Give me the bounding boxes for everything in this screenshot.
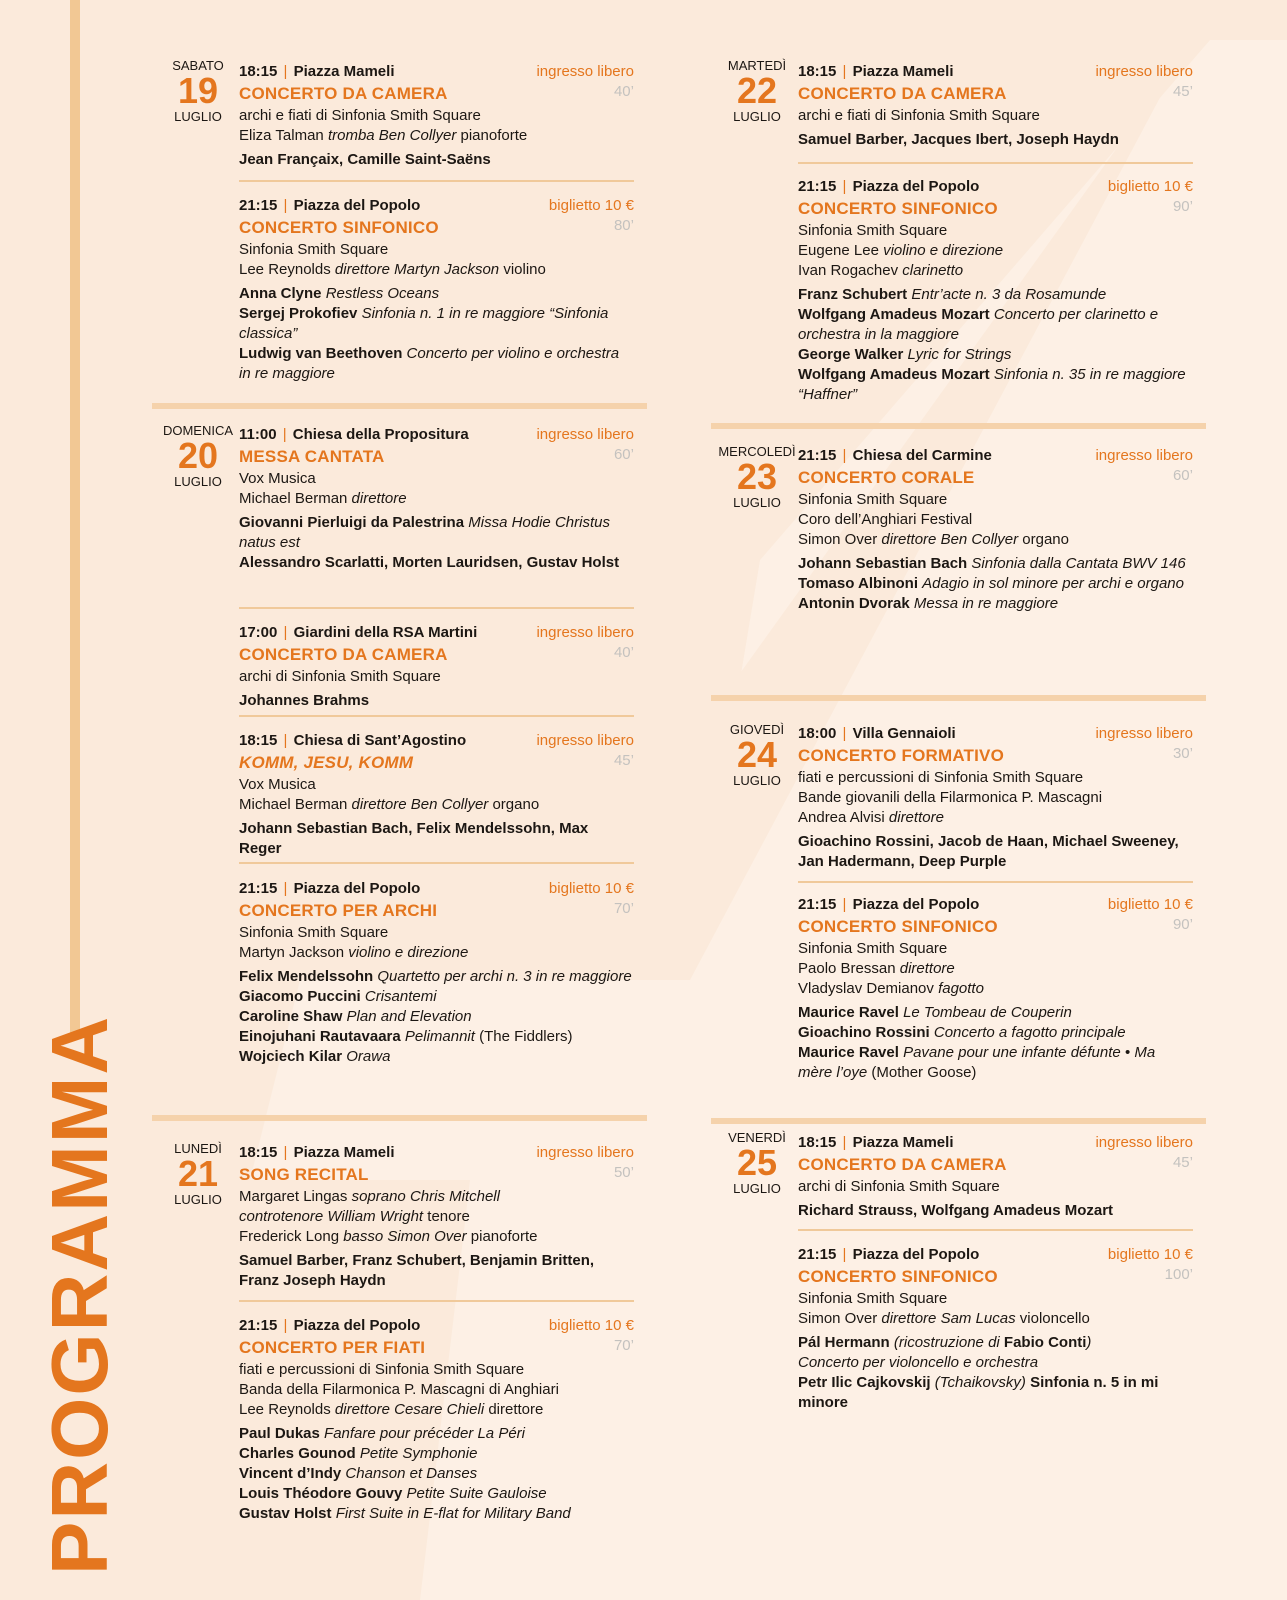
event-title: CONCERTO SINFONICO — [798, 1267, 998, 1286]
event-time: 21:15 — [239, 880, 278, 897]
event-duration: 30’ — [1172, 745, 1193, 762]
separator: | — [279, 732, 292, 749]
performer-line: Paolo Bressan direttore — [798, 960, 955, 977]
program-item: Johannes Brahms — [239, 692, 370, 709]
event-duration: 90’ — [1172, 916, 1193, 933]
separator: | — [279, 1144, 292, 1161]
program-item: Concerto per violoncello e orchestra — [798, 1354, 1039, 1371]
price-label: biglietto 10 € — [548, 880, 634, 897]
price-label: ingresso libero — [536, 426, 634, 443]
program-list — [798, 1201, 1193, 1221]
program-item: Samuel Barber, Jacques Ibert, Joseph Haydn — [798, 131, 1119, 148]
day-number: 22 — [736, 70, 778, 111]
program-item: Richard Strauss, Wolfgang Amadeus Mozart — [798, 1202, 1114, 1219]
program-item: Vincent d’Indy Chanson et Danses — [239, 1465, 478, 1482]
performer-line: Vladyslav Demianov fagotto — [798, 980, 984, 997]
event-venue: Chiesa del Carmine — [852, 447, 992, 464]
event-title: CONCERTO SINFONICO — [798, 199, 998, 218]
event-block — [239, 1316, 634, 1524]
price-label: ingresso libero — [1095, 725, 1193, 742]
decorative-vertical-bar — [70, 0, 80, 1035]
performer-line: Sinfonia Smith Square — [239, 924, 389, 941]
program-item: Gioachino Rossini Concerto a fagotto principale — [798, 1024, 1126, 1041]
month-label: LUGLIO — [733, 773, 781, 788]
event-time: 17:00 — [239, 624, 278, 641]
event-title: CONCERTO SINFONICO — [798, 917, 998, 936]
price-label: ingresso libero — [536, 624, 634, 641]
performer-line: Lee Reynolds direttore Martyn Jackson violino — [239, 261, 546, 278]
event-divider — [239, 1300, 634, 1302]
event-price — [549, 1316, 634, 1356]
event-block — [798, 62, 1193, 150]
price-label: ingresso libero — [536, 1144, 634, 1161]
separator: | — [838, 63, 851, 80]
event-time: 18:15 — [798, 63, 837, 80]
date-block — [157, 58, 239, 124]
event-price — [536, 425, 634, 465]
program-item: Antonin Dvorak Messa in re maggiore — [798, 595, 1059, 612]
event-time: 18:15 — [239, 732, 278, 749]
program-list — [239, 1424, 634, 1524]
event-block — [798, 446, 1193, 614]
program-list — [798, 554, 1193, 614]
program-item: Tomaso Albinoni Adagio in sol minore per archi e organo — [798, 575, 1184, 592]
performers — [239, 106, 634, 146]
performer-line: fiati e percussioni di Sinfonia Smith Square — [798, 769, 1084, 786]
event-price — [549, 879, 634, 919]
event-duration: 90’ — [1172, 198, 1193, 215]
separator: | — [279, 880, 292, 897]
event-duration: 45’ — [613, 752, 634, 769]
program-list — [798, 1003, 1193, 1083]
event-price — [536, 62, 634, 102]
day-number: 20 — [177, 435, 219, 476]
event-divider — [798, 1229, 1193, 1231]
performer-line: Michael Berman direttore Ben Collyer organo — [239, 796, 540, 813]
month-label: LUGLIO — [733, 109, 781, 124]
performer-line: Martyn Jackson violino e direzione — [239, 944, 469, 961]
date-block — [716, 58, 798, 124]
program-item: Ludwig van Beethoven Concerto per violino e orchestra in re maggiore — [239, 345, 620, 382]
program-item: Gustav Holst First Suite in E-flat for Military Band — [239, 1505, 571, 1522]
performer-line: archi di Sinfonia Smith Square — [239, 668, 441, 685]
weekday-label: MERCOLEDÌ — [718, 444, 796, 459]
event-venue: Piazza del Popolo — [852, 178, 980, 195]
day-number: 19 — [177, 70, 219, 111]
program-item: Alessandro Scarlatti, Morten Lauridsen, Gustav Holst — [239, 554, 620, 571]
day-number: 21 — [177, 1153, 219, 1194]
event-title: CONCERTO PER ARCHI — [239, 901, 438, 920]
program-item: Wolfgang Amadeus Mozart Sinfonia n. 35 in re maggiore “Haffner” — [798, 366, 1186, 403]
program-item: Anna Clyne Restless Oceans — [239, 285, 440, 302]
performer-line: archi e fiati di Sinfonia Smith Square — [798, 107, 1040, 124]
program-item: Paul Dukas Fanfare pour précéder La Péri — [239, 1425, 525, 1442]
program-list — [239, 284, 634, 384]
program-item: Jean Françaix, Camille Saint-Saëns — [239, 151, 491, 168]
performers — [239, 240, 634, 280]
performer-line: Sinfonia Smith Square — [798, 222, 948, 239]
event-block — [239, 623, 634, 711]
event-divider — [798, 162, 1193, 164]
event-duration: 40’ — [613, 644, 634, 661]
program-list — [798, 130, 1193, 150]
performer-line: Eugene Lee violino e direzione — [798, 242, 1004, 259]
section-divider — [711, 423, 1206, 429]
performer-line: Sinfonia Smith Square — [798, 1290, 948, 1307]
event-price — [1095, 446, 1193, 486]
event-time: 18:15 — [239, 1144, 278, 1161]
event-title: CONCERTO DA CAMERA — [798, 1155, 1007, 1174]
event-price — [1108, 177, 1193, 217]
program-item: Maurice Ravel Pavane pour une infante défunte • Ma mère l’oye (Mother Goose) — [798, 1044, 1156, 1081]
separator: | — [279, 624, 292, 641]
price-label: biglietto 10 € — [548, 1317, 634, 1334]
event-time: 21:15 — [798, 896, 837, 913]
performer-line: Vox Musica — [239, 470, 316, 487]
event-block — [798, 1245, 1193, 1413]
separator: | — [838, 1134, 851, 1151]
event-time: 11:00 — [239, 426, 277, 443]
event-price — [1095, 1133, 1193, 1173]
event-title: CONCERTO CORALE — [798, 468, 975, 487]
event-time: 18:15 — [798, 1134, 837, 1151]
date-block — [157, 423, 239, 489]
performer-line: Frederick Long basso Simon Over pianoforte — [239, 1228, 538, 1245]
event-venue: Piazza del Popolo — [852, 896, 980, 913]
event-venue: Piazza del Popolo — [293, 197, 421, 214]
event-time: 21:15 — [239, 1317, 278, 1334]
program-list — [798, 285, 1193, 405]
performers — [239, 775, 634, 815]
event-block — [239, 196, 634, 384]
program-item: Louis Théodore Gouvy Petite Suite Gauloise — [239, 1485, 547, 1502]
separator: | — [838, 447, 851, 464]
program-item: George Walker Lyric for Strings — [798, 346, 1012, 363]
price-label: biglietto 10 € — [1107, 896, 1193, 913]
performer-line: Sinfonia Smith Square — [798, 940, 948, 957]
performer-line: Banda della Filarmonica P. Mascagni di Anghiari — [239, 1381, 559, 1398]
program-item: Felix Mendelssohn Quartetto per archi n. 3 in re maggiore — [239, 968, 632, 985]
performer-line: archi di Sinfonia Smith Square — [798, 1178, 1000, 1195]
program-item: Gioachino Rossini, Jacob de Haan, Michael Sweeney, Jan Hadermann, Deep Purple — [798, 833, 1179, 870]
event-block — [239, 62, 634, 170]
program-list — [239, 967, 634, 1067]
program-item: Giacomo Puccini Crisantemi — [239, 988, 437, 1005]
performer-line: Simon Over direttore Sam Lucas violoncello — [798, 1310, 1090, 1327]
event-divider — [798, 881, 1193, 883]
program-item: Maurice Ravel Le Tombeau de Couperin — [798, 1004, 1072, 1021]
month-label: LUGLIO — [174, 474, 222, 489]
event-price — [1108, 895, 1193, 935]
event-title: CONCERTO FORMATIVO — [798, 746, 1005, 765]
event-venue: Chiesa della Propositura — [292, 426, 469, 443]
separator: | — [279, 63, 292, 80]
performers — [798, 490, 1193, 550]
price-label: ingresso libero — [1095, 1134, 1193, 1151]
separator: | — [278, 426, 291, 443]
separator: | — [838, 896, 851, 913]
program-item: Charles Gounod Petite Symphonie — [239, 1445, 478, 1462]
event-duration: 45’ — [1172, 1154, 1193, 1171]
event-price — [536, 623, 634, 663]
event-duration: 40’ — [613, 83, 634, 100]
weekday-label: SABATO — [172, 58, 224, 73]
program-list — [798, 1333, 1193, 1413]
event-title: SONG RECITAL — [239, 1165, 369, 1184]
event-duration: 45’ — [1172, 83, 1193, 100]
event-block — [239, 1143, 634, 1291]
event-duration: 50’ — [613, 1164, 634, 1181]
event-duration: 60’ — [613, 446, 634, 463]
performer-line: Eliza Talman tromba Ben Collyer pianoforte — [239, 127, 528, 144]
price-label: ingresso libero — [1095, 63, 1193, 80]
separator: | — [838, 1246, 851, 1263]
event-divider — [239, 715, 634, 717]
event-block — [798, 1133, 1193, 1221]
separator: | — [279, 197, 292, 214]
month-label: LUGLIO — [733, 495, 781, 510]
separator: | — [838, 725, 851, 742]
performer-line: Sinfonia Smith Square — [798, 491, 948, 508]
price-label: biglietto 10 € — [1107, 1246, 1193, 1263]
performer-line: Sinfonia Smith Square — [239, 241, 389, 258]
separator: | — [838, 178, 851, 195]
program-item: Wolfgang Amadeus Mozart Concerto per clarinetto e orchestra in la maggiore — [798, 306, 1159, 343]
performers — [239, 923, 634, 963]
event-price — [549, 196, 634, 236]
performer-line: fiati e percussioni di Sinfonia Smith Square — [239, 1361, 525, 1378]
event-time: 21:15 — [798, 447, 837, 464]
weekday-label: DOMENICA — [162, 423, 234, 438]
performers — [239, 1360, 634, 1420]
price-label: biglietto 10 € — [1107, 178, 1193, 195]
event-venue: Giardini della RSA Martini — [293, 624, 478, 641]
event-block — [239, 425, 634, 573]
page-title: PROGRAMMA — [35, 1014, 124, 1575]
event-block — [239, 731, 634, 859]
program-item: Samuel Barber, Franz Schubert, Benjamin Britten, Franz Joseph Haydn — [239, 1252, 595, 1289]
price-label: biglietto 10 € — [548, 197, 634, 214]
event-time: 18:00 — [798, 725, 837, 742]
event-price — [1095, 724, 1193, 764]
performer-line: Simon Over direttore Ben Collyer organo — [798, 531, 1069, 548]
program-item: Giovanni Pierluigi da Palestrina Missa Hodie Christus natus est — [239, 514, 610, 551]
performer-line: archi e fiati di Sinfonia Smith Square — [239, 107, 481, 124]
event-duration: 70’ — [613, 900, 634, 917]
event-title: MESSA CANTATA — [239, 447, 385, 466]
event-title: CONCERTO PER FIATI — [239, 1338, 426, 1357]
performer-line: controtenore William Wright tenore — [239, 1208, 470, 1225]
day-number: 23 — [736, 456, 778, 497]
performer-line: Bande giovanili della Filarmonica P. Mascagni — [798, 789, 1103, 806]
program-item: Petr Ilic Cajkovskij (Tchaikovsky) Sinfonia n. 5 in mi minore — [798, 1374, 1159, 1411]
performers — [798, 1289, 1193, 1329]
program-item: Caroline Shaw Plan and Elevation — [239, 1008, 472, 1025]
date-block — [716, 722, 798, 788]
program-item: Johann Sebastian Bach Sinfonia dalla Cantata BWV 146 — [798, 555, 1186, 572]
performers — [798, 1177, 1193, 1197]
event-title: CONCERTO SINFONICO — [239, 218, 439, 237]
event-block — [798, 724, 1193, 872]
event-venue: Piazza del Popolo — [852, 1246, 980, 1263]
date-block — [716, 444, 798, 510]
performer-line: Andrea Alvisi direttore — [798, 809, 944, 826]
month-label: LUGLIO — [174, 109, 222, 124]
event-venue: Piazza del Popolo — [293, 880, 421, 897]
event-time: 21:15 — [798, 1246, 837, 1263]
event-venue: Piazza Mameli — [852, 1134, 954, 1151]
event-divider — [239, 862, 634, 864]
performers — [798, 221, 1193, 281]
event-duration: 100’ — [1164, 1266, 1193, 1283]
event-duration: 70’ — [613, 1337, 634, 1354]
day-number: 25 — [736, 1142, 778, 1183]
event-block — [798, 177, 1193, 405]
event-price — [536, 1143, 634, 1183]
section-divider — [711, 695, 1206, 701]
event-price — [1108, 1245, 1193, 1285]
weekday-label: LUNEDÌ — [174, 1141, 222, 1156]
month-label: LUGLIO — [733, 1181, 781, 1196]
section-divider — [152, 1115, 647, 1121]
performer-line: Vox Musica — [239, 776, 316, 793]
event-divider — [239, 180, 634, 182]
event-duration: 60’ — [1172, 467, 1193, 484]
performers — [239, 667, 634, 687]
program-item: Einojuhani Rautavaara Pelimannit (The Fiddlers) — [239, 1028, 573, 1045]
event-venue: Villa Gennaioli — [852, 725, 956, 742]
event-venue: Piazza del Popolo — [293, 1317, 421, 1334]
performers — [239, 1187, 634, 1247]
section-divider — [152, 403, 647, 409]
event-title: CONCERTO DA CAMERA — [239, 645, 448, 664]
weekday-label: VENERDÌ — [728, 1130, 786, 1145]
month-label: LUGLIO — [174, 1192, 222, 1207]
performers — [798, 939, 1193, 999]
event-venue: Piazza Mameli — [852, 63, 954, 80]
event-time: 21:15 — [239, 197, 278, 214]
program-list — [239, 513, 634, 573]
event-time: 18:15 — [239, 63, 278, 80]
performers — [798, 106, 1193, 126]
day-number: 24 — [736, 734, 778, 775]
performers — [798, 768, 1193, 828]
event-block — [239, 879, 634, 1067]
event-price — [536, 731, 634, 771]
program-item: Wojciech Kilar Orawa — [239, 1048, 391, 1065]
performers — [239, 469, 634, 509]
performer-line: Ivan Rogachev clarinetto — [798, 262, 964, 279]
event-venue: Piazza Mameli — [293, 1144, 395, 1161]
price-label: ingresso libero — [1095, 447, 1193, 464]
event-price — [1095, 62, 1193, 102]
weekday-label: GIOVEDÌ — [729, 722, 785, 737]
date-block — [157, 1141, 239, 1207]
event-venue: Chiesa di Sant’Agostino — [293, 732, 467, 749]
event-time: 21:15 — [798, 178, 837, 195]
program-list — [239, 819, 634, 859]
event-title: CONCERTO DA CAMERA — [239, 84, 448, 103]
program-item: Sergej Prokofiev Sinfonia n. 1 in re maggiore “Sinfonia classica” — [239, 305, 609, 342]
event-title: CONCERTO DA CAMERA — [798, 84, 1007, 103]
event-duration: 80’ — [613, 217, 634, 234]
price-label: ingresso libero — [536, 63, 634, 80]
program-list — [239, 1251, 634, 1291]
performer-line: Margaret Lingas soprano Chris Mitchell — [239, 1188, 500, 1205]
program-item: Johann Sebastian Bach, Felix Mendelssohn, Max Reger — [239, 820, 589, 857]
program-item: Pál Hermann (ricostruzione di Fabio Conti) — [798, 1334, 1092, 1351]
event-title: KOMM, JESU, KOMM — [239, 753, 414, 772]
section-divider — [711, 1118, 1206, 1124]
weekday-label: MARTEDÌ — [727, 58, 787, 73]
price-label: ingresso libero — [536, 732, 634, 749]
performer-line: Lee Reynolds direttore Cesare Chieli direttore — [239, 1401, 544, 1418]
event-block — [798, 895, 1193, 1083]
event-venue: Piazza Mameli — [293, 63, 395, 80]
date-block — [716, 1130, 798, 1196]
program-list — [239, 691, 634, 711]
program-list — [798, 832, 1193, 872]
program-item: Franz Schubert Entr’acte n. 3 da Rosamunde — [798, 286, 1107, 303]
program-list — [239, 150, 634, 170]
event-divider — [239, 607, 634, 609]
performer-line: Coro dell’Anghiari Festival — [798, 511, 973, 528]
performer-line: Michael Berman direttore — [239, 490, 407, 507]
separator: | — [279, 1317, 292, 1334]
